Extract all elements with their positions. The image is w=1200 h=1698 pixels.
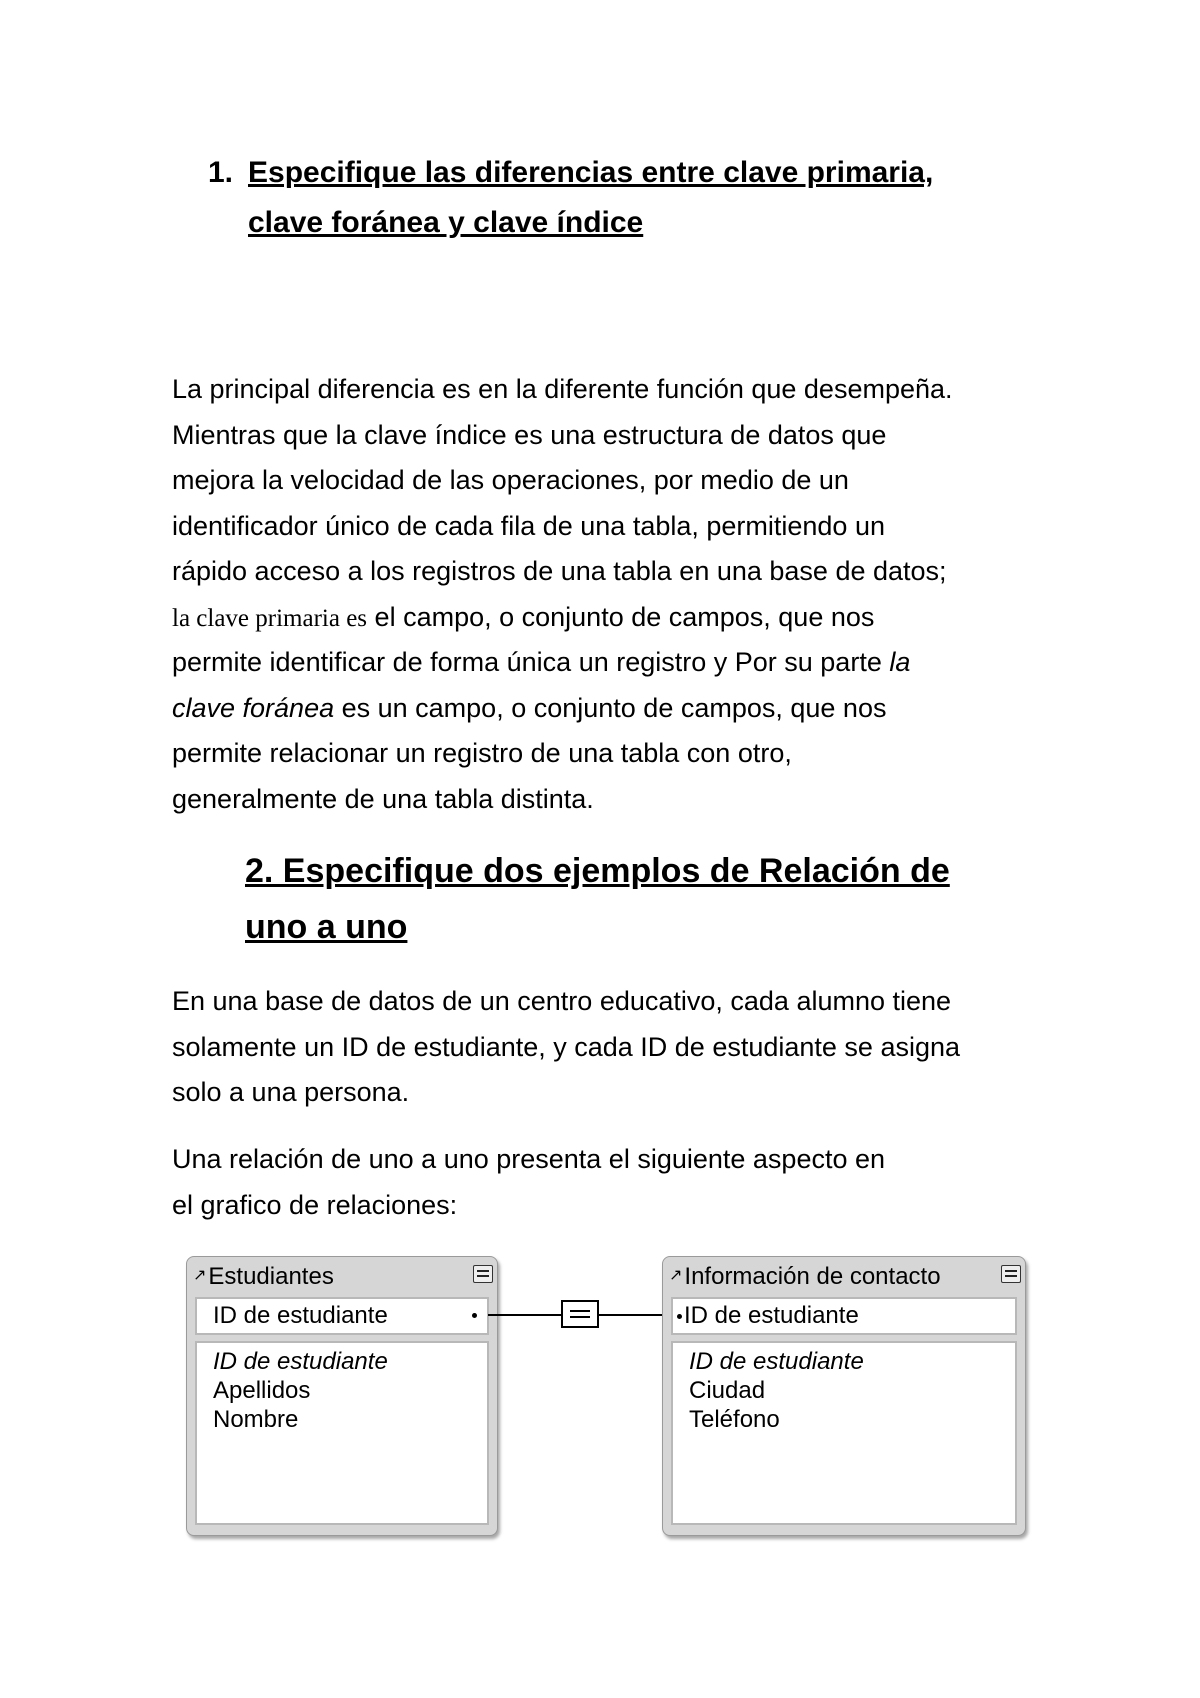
section-2-heading-line-1: 2. Especifique dos ejemplos de Relación de	[245, 852, 950, 890]
table-menu-icon	[1001, 1265, 1021, 1283]
foreign-key-phrase: clave foránea	[172, 692, 335, 723]
paragraph-1-line: generalmente de una tabla distinta.	[172, 783, 594, 814]
relationship-line-left	[488, 1314, 563, 1316]
table-informacion-de-contacto	[662, 1256, 1026, 1536]
one-to-one-equals-icon	[561, 1300, 599, 1328]
table-estudiantes	[186, 1256, 498, 1536]
paragraph-2-line: En una base de datos de un centro educativo, cada alumno tiene	[172, 986, 952, 1016]
field-item: Nombre	[213, 1406, 299, 1433]
section-2-heading	[245, 843, 950, 955]
field-item: Teléfono	[689, 1406, 780, 1433]
paragraph-3-line: el grafico de relaciones:	[172, 1189, 458, 1220]
paragraph-1	[172, 367, 1052, 822]
paragraph-1-line: mejora la velocidad de las operaciones, por medio de un	[172, 465, 849, 495]
field-list	[671, 1341, 1017, 1525]
section-2-heading-line-2: uno a uno	[245, 908, 408, 946]
field-list	[195, 1341, 489, 1525]
paragraph-2	[172, 979, 1052, 1116]
paragraph-1-line: Mientras que la clave índice es una estructura de datos que	[172, 419, 887, 450]
relationship-line-right	[597, 1314, 668, 1316]
key-field-label: ID de estudiante	[213, 1302, 388, 1329]
key-dot-icon	[677, 1314, 682, 1319]
table-title-text: Estudiantes	[208, 1263, 334, 1290]
key-field-label: ID de estudiante	[684, 1302, 859, 1329]
table-title-text: Información de contacto	[684, 1263, 941, 1290]
paragraph-2-line: solamente un ID de estudiante, y cada ID de estudiante se asigna	[172, 1031, 961, 1062]
paragraph-1-line: La principal diferencia es en la diferente función que desempeña.	[172, 374, 953, 404]
paragraph-1-line-text: el campo, o conjunto de campos, que nos	[367, 601, 875, 632]
paragraph-1-line: identificador único de cada fila de una tabla, permitiendo un	[172, 510, 885, 541]
field-item: ID de estudiante	[689, 1348, 864, 1375]
field-item: Apellidos	[213, 1377, 311, 1404]
paragraph-1-line: rápido acceso a los registros de una tabla en una base de datos;	[172, 556, 947, 586]
italic-text: la	[889, 647, 911, 677]
table-title	[193, 1261, 491, 1291]
section-1-heading-line-1: Especifique las diferencias entre clave primaria,	[248, 156, 934, 189]
primary-key-phrase: la clave primaria es	[172, 604, 368, 632]
paragraph-1-line-text: permite identificar de forma única un registro y Por su parte	[172, 647, 890, 677]
paragraph-1-line: permite relacionar un registro de una tabla con otro,	[172, 738, 792, 768]
paragraph-3	[172, 1137, 1052, 1228]
key-field-row	[671, 1297, 1017, 1335]
paragraph-1-line	[172, 640, 1052, 686]
field-item: Ciudad	[689, 1377, 766, 1404]
table-title	[669, 1261, 1019, 1291]
paragraph-1-line-text: es un campo, o conjunto de campos, que nos	[334, 692, 887, 723]
paragraph-1-line	[172, 595, 1052, 641]
expand-arrow-icon: ↗	[669, 1267, 683, 1284]
paragraph-1-line	[172, 686, 1052, 732]
section-1-heading-line-2: clave foránea y clave índice	[248, 206, 644, 239]
table-menu-icon	[473, 1265, 493, 1283]
field-item: ID de estudiante	[213, 1348, 388, 1375]
expand-arrow-icon: ↗	[193, 1267, 207, 1284]
paragraph-3-line: Una relación de uno a uno presenta el siguiente aspecto en	[172, 1144, 886, 1174]
paragraph-2-line: solo a una persona.	[172, 1077, 410, 1107]
key-dot-icon	[472, 1313, 477, 1318]
key-field-row	[195, 1297, 489, 1335]
section-1-number: 1.	[208, 156, 234, 189]
